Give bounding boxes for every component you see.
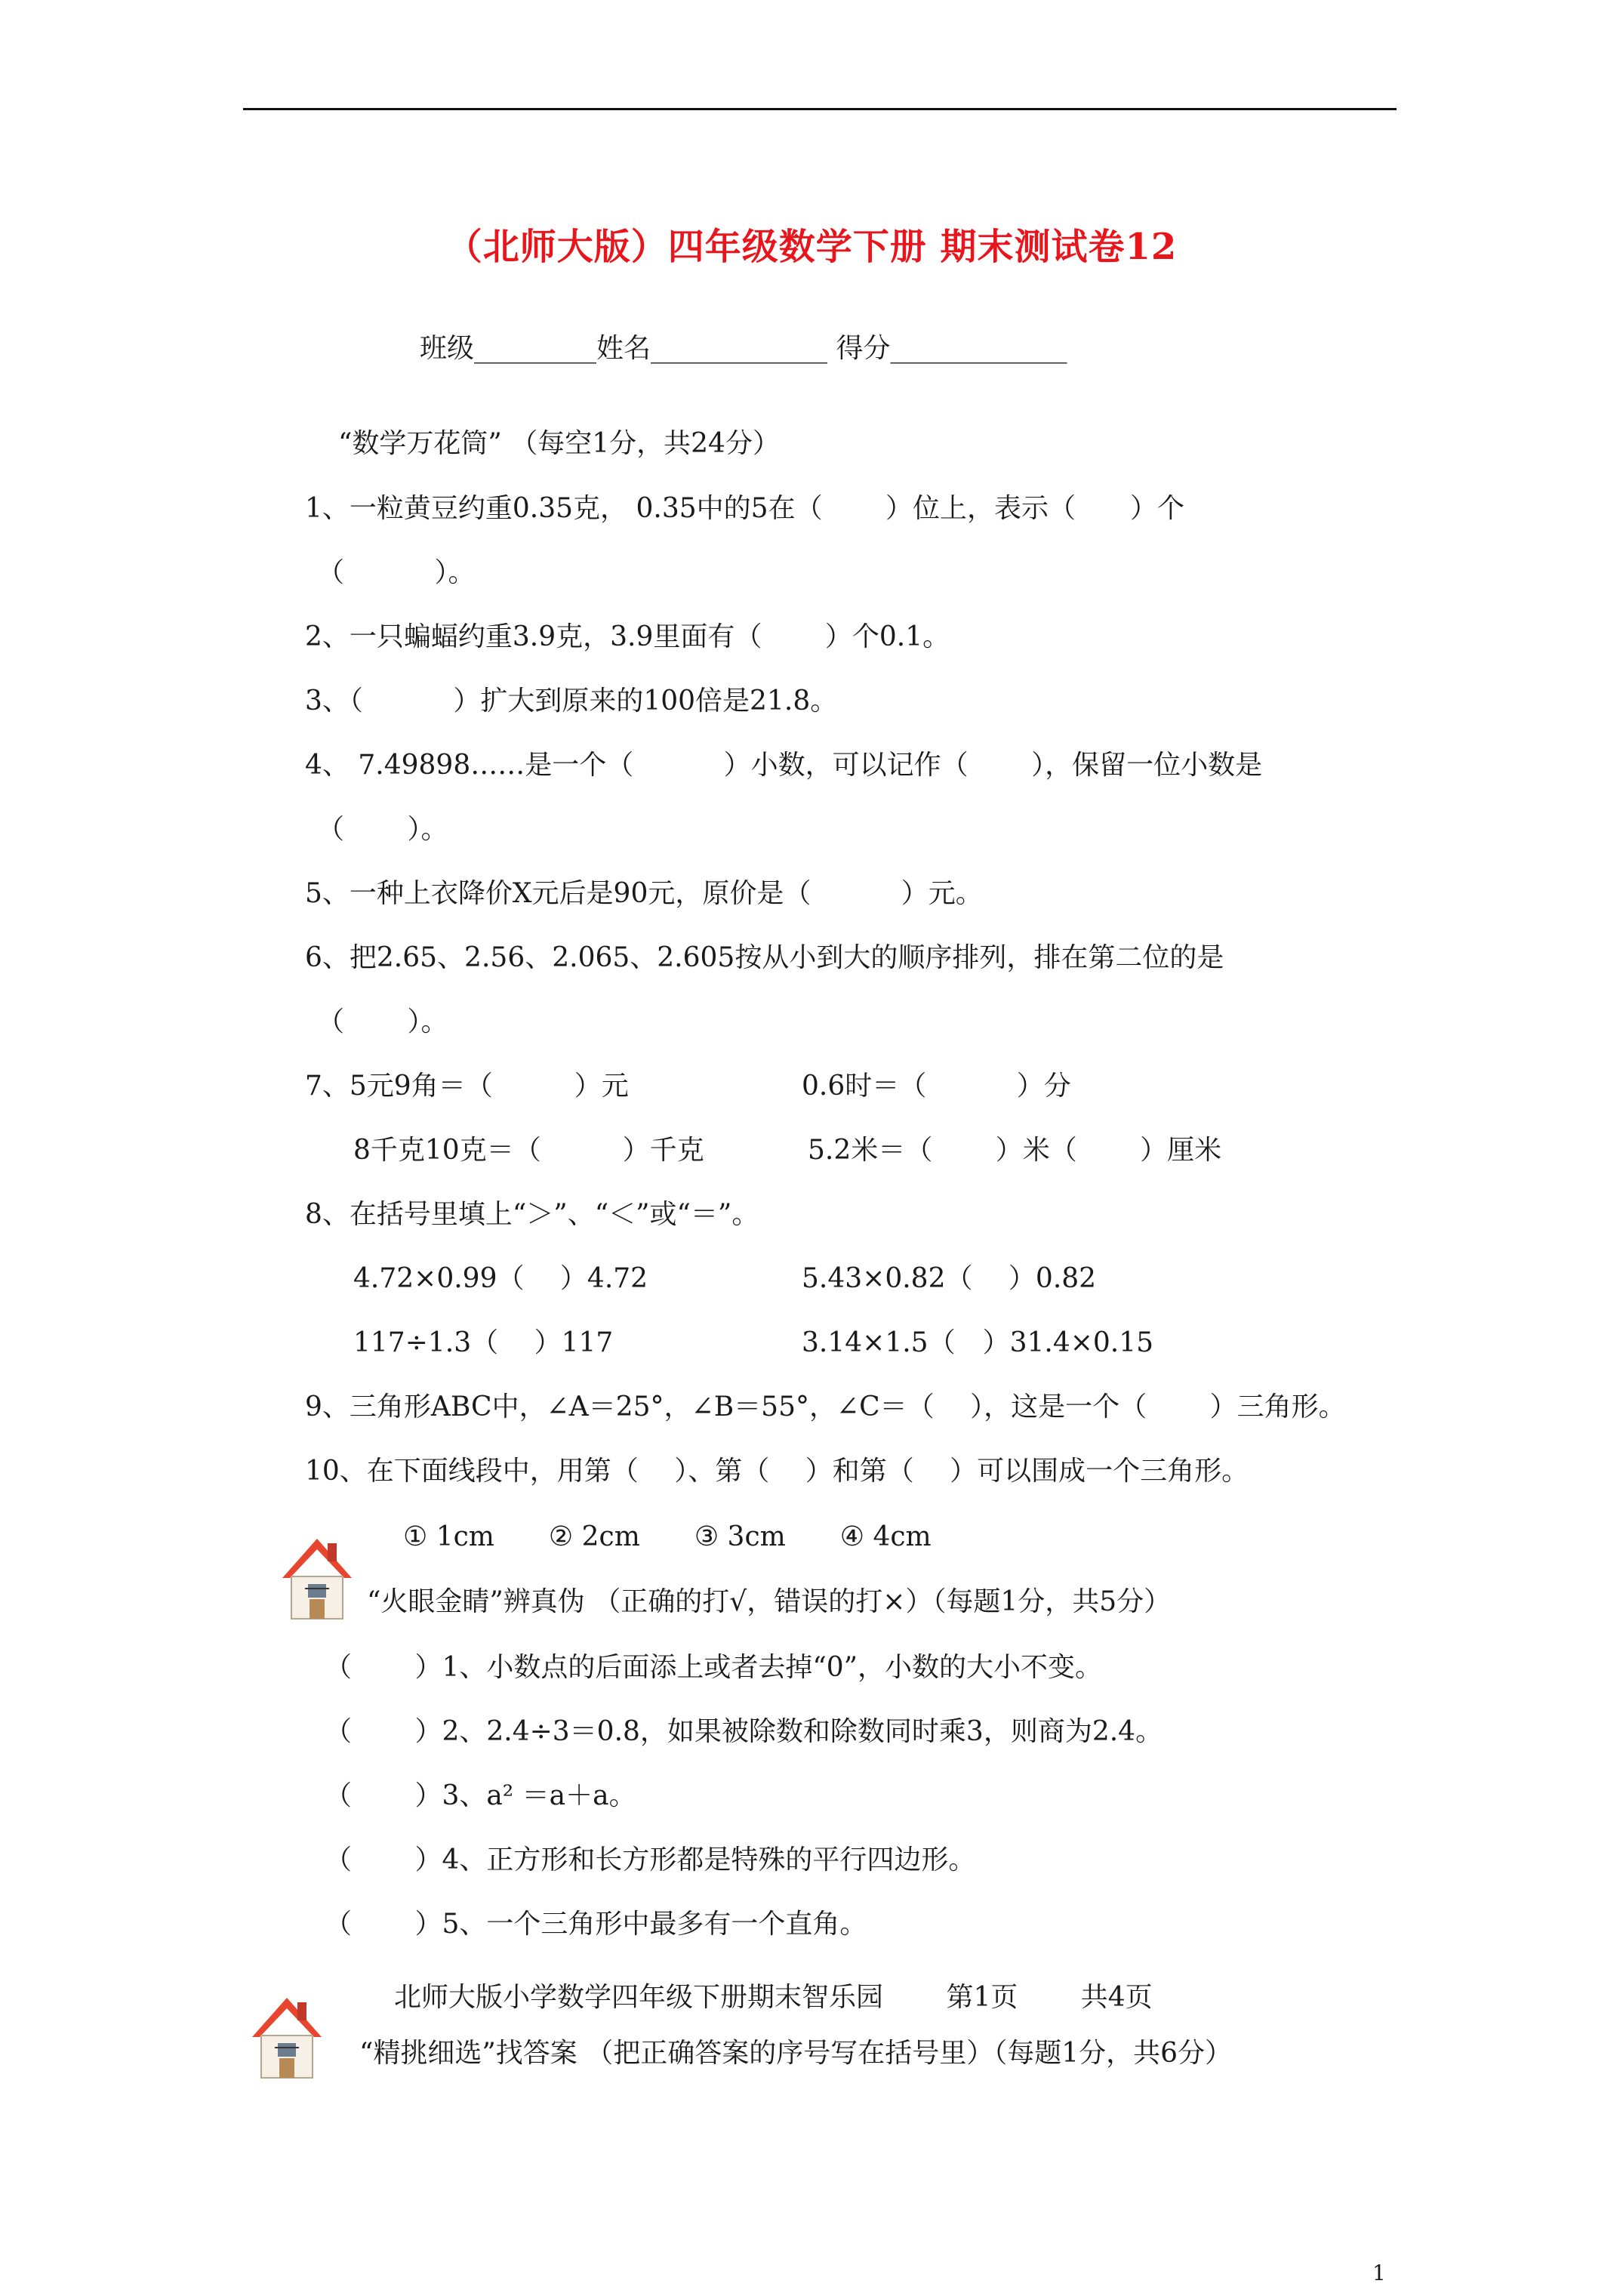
question-7b-right: 5.2米＝（ ）米（ ）厘米 — [808, 1135, 1222, 1166]
question-6: 6、把2.65、2.56、2.065、2.605按从小到大的顺序排列，排在第二位的是 — [305, 942, 1224, 973]
question-9: 9、三角形ABC中，∠A＝25°，∠B＝55°，∠C＝（ ），这是一个（ ）三角形。 — [305, 1391, 1346, 1422]
section-title-1: “数学万花筒” （每空1分，共24分） — [338, 428, 780, 459]
question-8a-right: 5.43×0.82（ ）0.82 — [802, 1263, 1097, 1294]
judge-4: （ ）4、正方形和长方形都是特殊的平行四边形。 — [325, 1845, 976, 1875]
judge-3: （ ）3、a² ＝a＋a。 — [325, 1780, 636, 1811]
house-icon — [249, 1993, 325, 2081]
page-footer: 北师大版小学数学四年级下册期末智乐园 第1页 共4页 — [394, 1982, 1153, 2013]
question-1-cont: （ ）。 — [317, 557, 476, 588]
page-number: 1 — [1372, 2261, 1386, 2285]
question-8a-left: 4.72×0.99（ ）4.72 — [353, 1263, 648, 1294]
question-5: 5、一种上衣降价X元后是90元，原价是（ ）元。 — [305, 878, 983, 909]
house-icon — [279, 1534, 355, 1622]
question-8: 8、在括号里填上“＞”、“＜”或“＝”。 — [305, 1199, 759, 1230]
question-8b-left: 117÷1.3（ ）117 — [353, 1327, 614, 1358]
question-2: 2、一只蝙蝠约重3.9克，3.9里面有（ ）个0.1。 — [305, 621, 950, 652]
question-1: 1、一粒黄豆约重0.35克， 0.35中的5在（ ）位上，表示（ ）个 — [305, 493, 1185, 524]
page-title: （北师大版）四年级数学下册 期末测试卷12 — [445, 226, 1178, 268]
judge-5: （ ）5、一个三角形中最多有一个直角。 — [325, 1909, 867, 1940]
question-7b-left: 8千克10克＝（ ）千克 — [353, 1135, 704, 1166]
judge-1: （ ）1、小数点的后面添上或者去掉“0”，小数的大小不变。 — [325, 1652, 1103, 1683]
question-3: 3、（ ）扩大到原来的100倍是21.8。 — [305, 686, 838, 717]
question-7-left: 7、5元9角＝（ ）元 — [305, 1071, 629, 1102]
question-10: 10、在下面线段中，用第（ ）、第（ ）和第（ ）可以围成一个三角形。 — [305, 1456, 1249, 1487]
header-rule — [243, 108, 1397, 110]
question-4: 4、 7.49898……是一个（ ）小数，可以记作（ ），保留一位小数是 — [305, 750, 1263, 781]
question-4-cont: （ ）。 — [317, 814, 448, 845]
section-title-2: “火眼金睛”辨真伪 （正确的打√，错误的打×）（每题1分，共5分） — [367, 1586, 1172, 1617]
question-6-cont: （ ）。 — [317, 1006, 448, 1037]
question-8b-right: 3.14×1.5（ ）31.4×0.15 — [802, 1327, 1154, 1358]
student-info-line: 班级_________姓名_____________ 得分_____________ — [420, 333, 1067, 364]
question-10-options: ① 1cm ② 2cm ③ 3cm ④ 4cm — [403, 1521, 932, 1552]
section-title-3: “精挑细选”找答案 （把正确答案的序号写在括号里）（每题1分，共6分） — [359, 2038, 1233, 2069]
question-7-right: 0.6时＝（ ）分 — [802, 1071, 1071, 1102]
judge-2: （ ）2、2.4÷3＝0.8，如果被除数和除数同时乘3，则商为2.4。 — [325, 1716, 1163, 1747]
